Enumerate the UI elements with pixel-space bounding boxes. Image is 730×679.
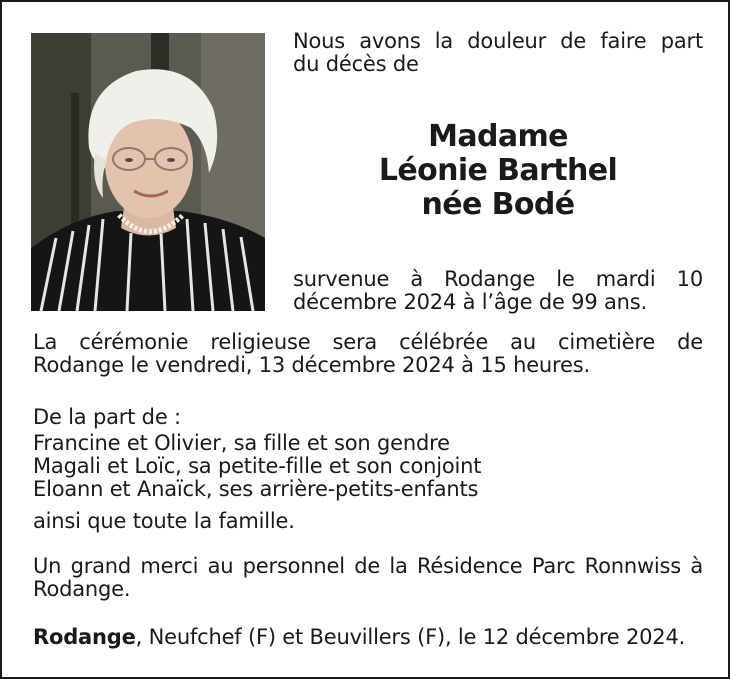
death-line-1: survenue à Rodange le mardi 10 (293, 267, 703, 291)
thanks-line-1: Un grand merci au personnel de la Résidence Parc Ronnwiss à (33, 554, 703, 578)
thanks-text (33, 555, 703, 601)
portrait-photo (31, 33, 265, 311)
place-date-rest: , Neufchef (F) et Beuvillers (F), le 12 décembre 2024. (135, 625, 686, 649)
ceremony-line-2: Rodange le vendredi, 13 décembre 2024 à 15 heures. (33, 353, 590, 377)
family-member: Magali et Loïc, sa petite-fille et son conjoint (33, 454, 482, 478)
death-line-2: décembre 2024 à l’âge de 99 ans. (293, 290, 647, 314)
family-member: Francine et Olivier, sa fille et son gendre (33, 431, 450, 455)
whole-family-text: ainsi que toute la famille. (33, 509, 295, 533)
place-date-signature (33, 626, 703, 649)
from-label: De la part de : (33, 405, 181, 429)
name-title: Madame (428, 119, 568, 154)
intro-line-2: du décès de (293, 52, 419, 76)
place-name-bold: Rodange (33, 625, 136, 649)
name-full: Léonie Barthel (378, 153, 618, 188)
family-list (33, 432, 703, 501)
ceremony-details (33, 331, 703, 377)
intro-text (293, 30, 703, 76)
thanks-line-2: Rodange. (33, 577, 131, 601)
name-maiden: née Bodé (421, 187, 575, 222)
family-member: Eloann et Anaïck, ses arrière-petits-enfants (33, 477, 479, 501)
ceremony-line-1: La cérémonie religieuse sera célébrée au cimetière de (33, 330, 703, 354)
intro-line-1: Nous avons la douleur de faire part (293, 29, 703, 53)
deceased-name (293, 120, 703, 222)
death-details (293, 268, 703, 314)
